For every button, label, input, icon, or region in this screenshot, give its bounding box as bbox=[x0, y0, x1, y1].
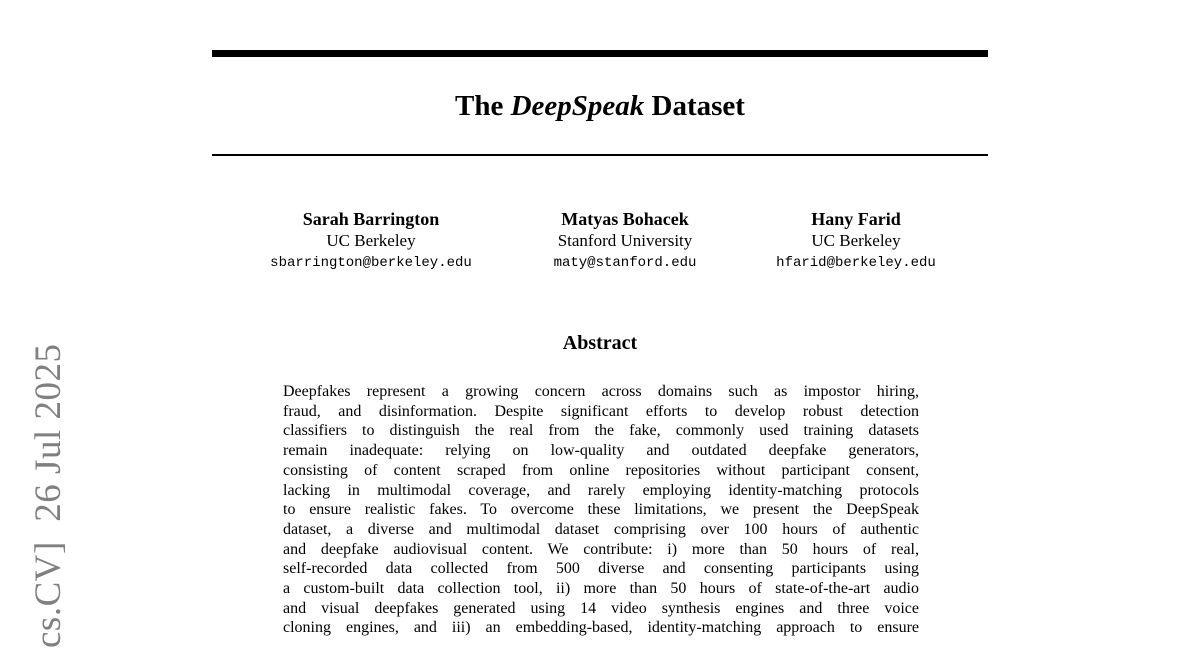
abstract-line: and visual deepfakes generated using 14 video synthesis engines and three voice bbox=[283, 599, 919, 617]
author-name: Hany Farid bbox=[811, 209, 901, 229]
author-name: Matyas Bohacek bbox=[561, 209, 689, 229]
title-top-rule bbox=[212, 50, 988, 57]
author-block bbox=[520, 208, 730, 274]
author-affiliation: UC Berkeley bbox=[326, 231, 416, 250]
abstract-body bbox=[283, 382, 919, 638]
abstract-line: cloning engines, and iii) an embedding-based, identity-matching approach to ensure bbox=[283, 619, 919, 637]
paper-title bbox=[212, 86, 988, 126]
author-email: maty@stanford.edu bbox=[553, 255, 697, 271]
title-italic: DeepSpeak bbox=[510, 90, 645, 122]
abstract-line: Deepfakes represent a growing concern across domains such as impostor hiring, bbox=[283, 383, 919, 400]
author-email: hfarid@berkeley.edu bbox=[776, 255, 936, 271]
abstract-line: classifiers to distinguish the real from the fake, commonly used training datasets bbox=[283, 422, 919, 440]
author-block bbox=[748, 208, 964, 274]
abstract-line: and deepfake audiovisual content. We contribute: i) more than 50 hours of real, bbox=[283, 540, 919, 558]
abstract-line: dataset, a diverse and multimodal dataset comprising over 100 hours of authentic bbox=[283, 520, 919, 538]
author-email: sbarrington@berkeley.edu bbox=[270, 255, 472, 271]
title-prefix: The bbox=[455, 90, 511, 122]
abstract-heading: Abstract bbox=[562, 332, 638, 354]
arxiv-stamp: cs.CV] 26 Jul 2025 bbox=[28, 343, 69, 648]
author-block bbox=[238, 208, 504, 274]
abstract-line: consisting of content scraped from online repositories without participant consent, bbox=[283, 461, 919, 479]
author-affiliation: Stanford University bbox=[557, 231, 693, 250]
abstract-line: to ensure realistic fakes. To overcome these limitations, we present the DeepSpeak bbox=[283, 501, 919, 519]
abstract-line: remain inadequate: relying on low-quality and outdated deepfake generators, bbox=[283, 442, 919, 460]
abstract-line: lacking in multimodal coverage, and rarely employing identity-matching protocols bbox=[283, 481, 919, 499]
abstract-line: self-recorded data collected from 500 diverse and consenting participants using bbox=[283, 560, 919, 578]
title-suffix: Dataset bbox=[644, 90, 745, 122]
abstract-line: fraud, and disinformation. Despite significant efforts to develop robust detection bbox=[283, 402, 919, 420]
title-bottom-rule bbox=[212, 154, 988, 156]
author-affiliation: UC Berkeley bbox=[811, 231, 901, 250]
abstract-line: a custom-built data collection tool, ii) more than 50 hours of state-of-the-art audio bbox=[283, 580, 919, 598]
author-name: Sarah Barrington bbox=[302, 209, 440, 229]
